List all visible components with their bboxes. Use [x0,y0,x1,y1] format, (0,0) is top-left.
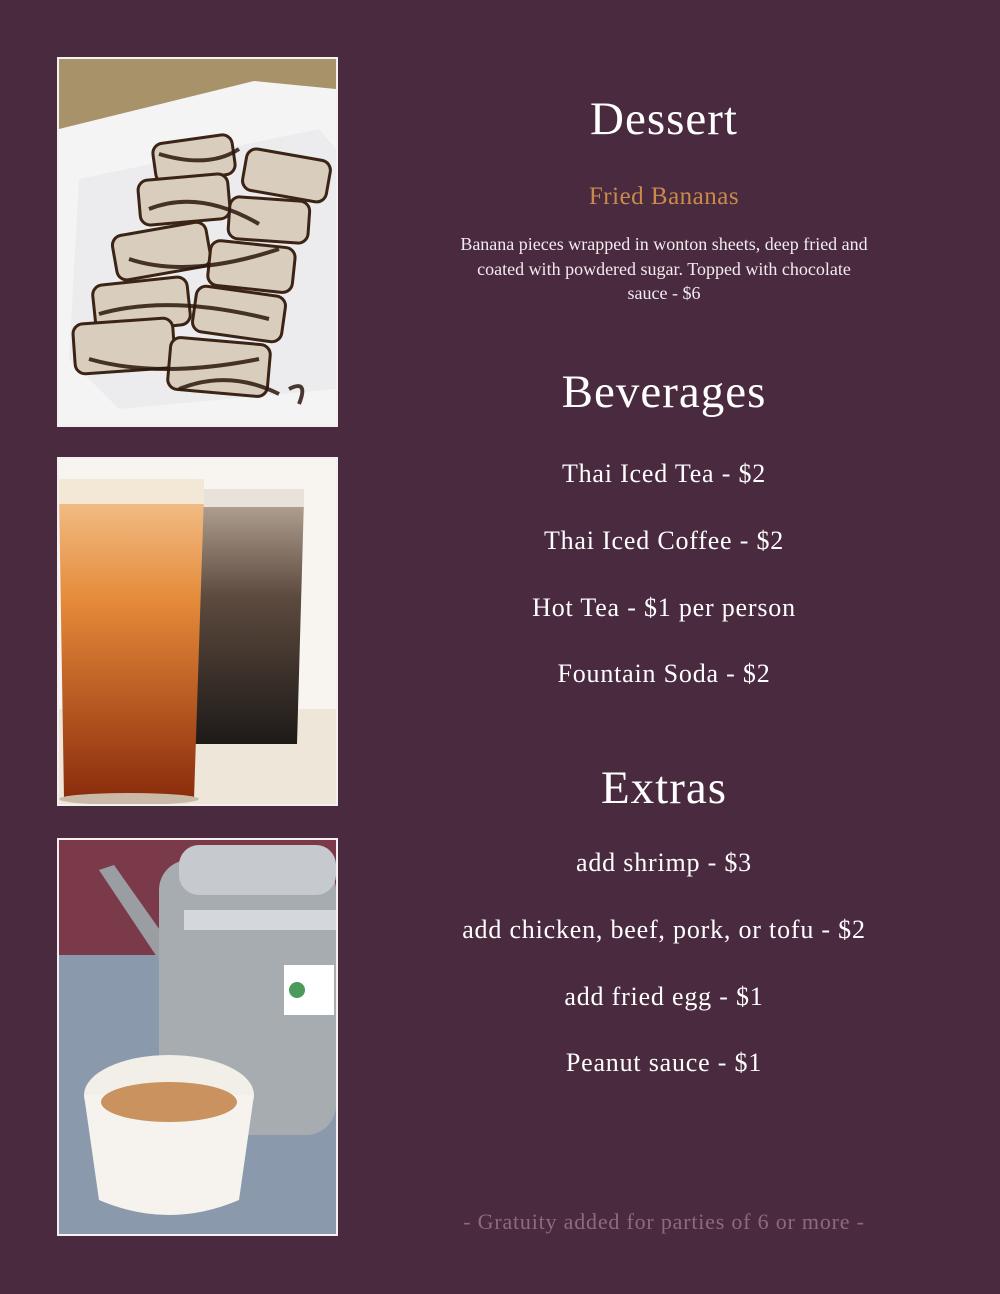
menu-column [400,0,928,1294]
fried-bananas-photo [57,57,338,427]
beverages-heading: Beverages [561,366,767,418]
beverage-item: Fountain Soda - $2 [557,659,771,688]
hot-tea-photo [57,838,338,1236]
extras-heading: Extras [600,762,728,814]
beverage-item: Hot Tea - $1 per person [532,593,796,622]
beverage-item: Thai Iced Coffee - $2 [543,526,785,555]
fried-bananas-description: Banana pieces wrapped in wonton sheets, deep fried and coated with powdered sugar. Topped with chocolate sauce - $6 [460,234,868,303]
beverage-item: Thai Iced Tea - $2 [561,459,767,488]
dessert-heading: Dessert [590,93,738,145]
gratuity-note: - Gratuity added for parties of 6 or more - [463,1209,865,1234]
extras-item: add fried egg - $1 [564,982,764,1011]
fried-bananas-title: Fried Bananas [588,183,740,210]
extras-item: add shrimp - $3 [576,848,752,877]
extras-item: Peanut sauce - $1 [565,1048,763,1077]
thai-iced-drinks-photo [57,457,338,806]
extras-item: add chicken, beef, pork, or tofu - $2 [462,915,866,944]
